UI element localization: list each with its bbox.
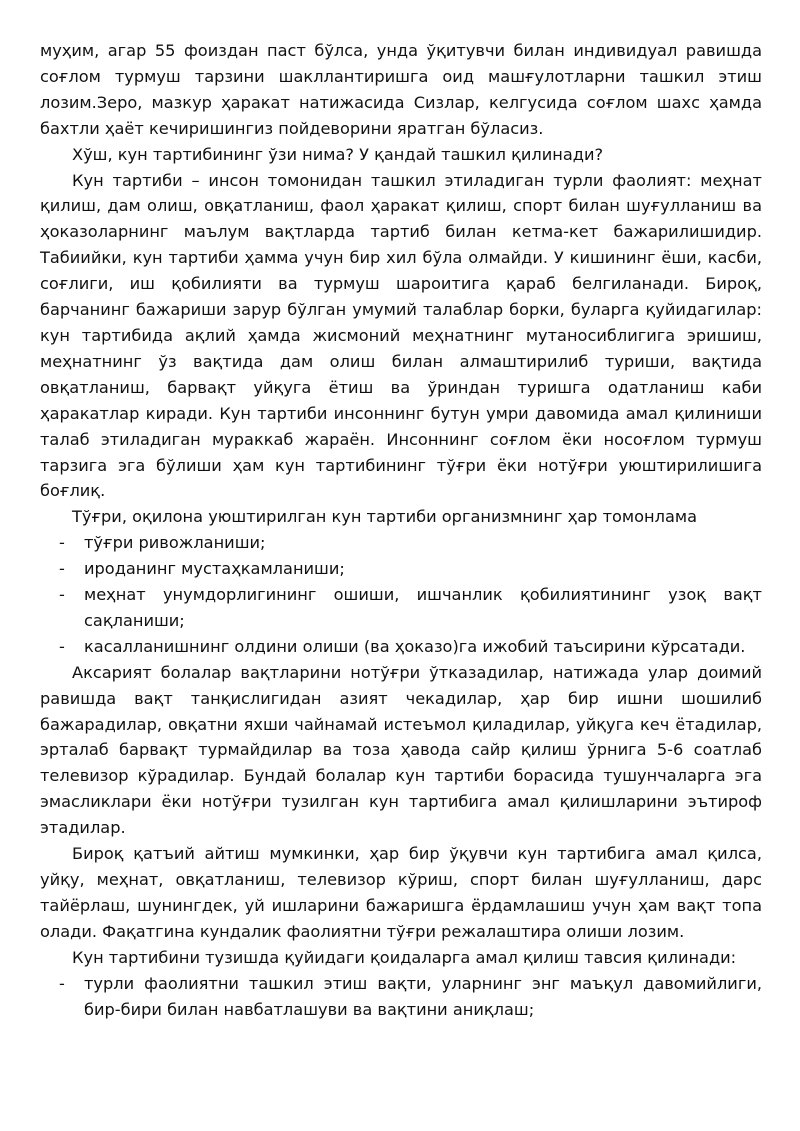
list-item xyxy=(40,556,762,582)
paragraph: Аксарият болалар вақтларини нотўғри ўтказадилар, натижада улар доимий равишда вақт танқислигидан азият чекадилар, ҳар бир ишни шошилиб бажарадилар, овқатни яхши чайнамай истеъмол қиладилар, уйқуга кеч ётадилар, эрталаб барвақт турмайдилар ва тоза ҳавода сайр қилиш ўрнига 5-6 соатлаб телевизор кўрадилар. Бундай болалар кун тартиби борасида тушунчаларга эга эмасликлари ёки нотўғри тузилган кун тартибига амал қилишларини эътироф этадилар. xyxy=(40,662,762,838)
list-item xyxy=(40,582,762,634)
paragraph: муҳим, агар 55 фоиздан паст бўлса, унда ўқитувчи билан индивидуал равишда соғлом турмуш тарзини шакллантиришга оид машғулотларни ташкил этиш лозим.Зеро, мазкур ҳаракат натижасида Сизлар, келгусида соғлом шахс ҳамда бахтли ҳаёт кечиришингиз пойдеворини яратган бўласиз. xyxy=(40,41,762,138)
list-item-text: касалланишнинг олдини олиши (ва ҳоказо)га ижобий таъсирини кўрсатади. xyxy=(84,636,746,656)
bullet-dash: - xyxy=(59,585,65,605)
paragraphs-bottom xyxy=(40,660,762,971)
list-item-text: турли фаолиятни ташкил этиш вақти, уларнинг энг маъқул давомийлиги, бир-бири билан навбатлашуви ва вақтини аниқлаш; xyxy=(84,973,762,1019)
paragraph: Кун тартибини тузишда қуйидаги қоидаларга амал қилиш тавсия қилинади: xyxy=(72,947,737,967)
list-item xyxy=(40,971,762,1023)
list-item xyxy=(40,530,762,556)
paragraph: Хўш, кун тартибининг ўзи нима? У қандай ташкил қилинади? xyxy=(72,144,604,164)
bullet-dash: - xyxy=(59,559,65,579)
list-item-text: тўғри ривожланиши; xyxy=(84,533,266,553)
paragraph: Бироқ қатъий айтиш мумкинки, ҳар бир ўқувчи кун тартибига амал қилса, уйқу, меҳнат, овқатланиш, телевизор кўриш, спорт билан шуғулланиш, дарс тайёрлаш, шунингдек, уй ишларини бажаришга ёрдамлашиш учун ҳам вақт топа олади. Фақатгина кундалик фаолиятни тўғри режалаштира олиши лозим. xyxy=(40,844,762,941)
document-page xyxy=(40,38,762,1022)
paragraphs-top xyxy=(40,38,762,530)
list-item-text: меҳнат унумдорлигининг ошиши, ишчанлик қобилиятининг узоқ вақт сақланиши; xyxy=(84,585,762,630)
bullet-list xyxy=(40,530,762,660)
bullet-list xyxy=(40,971,762,1023)
paragraph: Тўғри, оқилона уюштирилган кун тартиби организмнинг ҳар томонлама xyxy=(72,507,697,527)
bullet-dash: - xyxy=(59,636,65,656)
list-item xyxy=(40,634,762,660)
paragraph: Кун тартиби – инсон томонидан ташкил этиладиган турли фаолият: меҳнат қилиш, дам олиш, овқатланиш, фаол ҳаракат қилиш, спорт билан шуғулланиш ва ҳоказоларнинг маълум вақтларда тартиб билан кетма-кет бажарилишидир. Табиийки, кун тартиби ҳамма учун бир хил бўла олмайди. У кишининг ёши, касби, соғлиги, иш қобилияти ва турмуш шароитига қараб белгиланади. Бироқ, барчанинг бажариши зарур бўлган умумий талаблар борки, буларга қуйидагилар: кун тартибида ақлий ҳамда жисмоний меҳнатнинг мутаносиблигига эришиш, меҳнатнинг ўз вақтида дам олиш билан алмаштирилиб туриши, вақтида овқатланиш, барвақт уйқуга ётиш ва ўриндан туришга одатланиш каби ҳаракатлар киради. Кун тартиби инсоннинг бутун умри давомида амал қилиниши талаб этиладиган мураккаб жараён. Инсоннинг соғлом ёки носоғлом турмуш тарзига эга бўлиши ҳам кун тартибининг тўғри ёки нотўғри уюштирилишига боғлиқ. xyxy=(40,170,762,501)
bullet-dash: - xyxy=(59,533,65,553)
bullet-dash: - xyxy=(59,973,65,993)
list-item-text: ироданинг мустаҳкамланиши; xyxy=(84,559,345,579)
